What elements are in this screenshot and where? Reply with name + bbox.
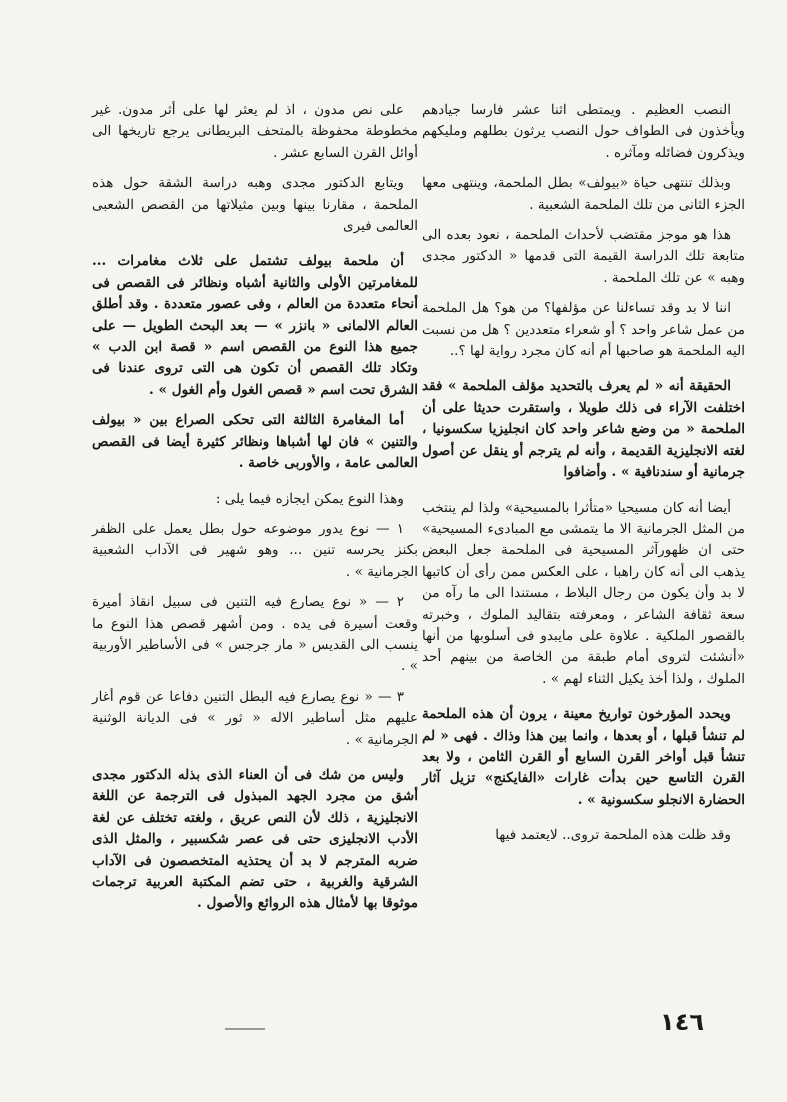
paragraph: ٢ — « نوع يصارع فيه التنين فى سبيل انقاذ أميرة وقعت أسيرة فى يده . ومن أشهر قصص هذا النوع ما ينسب الى القديس « مار جرجس » فى الأساطير الأوربية » .	[92, 594, 418, 675]
paragraph: اننا لا بد وقد تساءلنا عن مؤلفها؟ من هو؟ هل الملحمة من عمل شاعر واحد ؟ أو شعراء متعددين ؟ هل من نسبت اليه الملحمة هو صاحبها أم أنه كان مجرد رواية لها ؟..	[422, 300, 745, 360]
right-text-column	[422, 100, 745, 856]
paragraph: وهذا النوع يمكن ايجازه فيما يلى :	[215, 490, 404, 507]
left-text-column	[92, 100, 418, 924]
paragraph: ويحدد المؤرخون تواريخ معينة ، يرون أن هذه الملحمة لم تنشأ قبلها ، أو بعدها ، وانما بين هذا وذاك . فهى « لم تنشأ قبل أواخر القرن السابع أو القرن الثامن ، ولا بعد القرن التاسع حين بدأت غارات «الفايكنج» تزيل آثار الحضارة الانجلو سكسونية » .	[422, 706, 745, 808]
paragraph: على نص مدون ، اذ لم يعثر لها على أثر مدون. غير مخطوطة محفوظة بالمتحف البريطانى يرجع تاريخها الى أوائل القرن السابع عشر .	[92, 102, 418, 161]
print-mark	[225, 1028, 265, 1030]
paragraph: ويتابع الدكتور مجدى وهبه دراسة الشقة حول هذه الملحمة ، مقارنا بينها وبين مثيلاتها من القصص الشعبى العالمى فيرى	[92, 175, 418, 235]
paragraph: وقد ظلت هذه الملحمة تروى.. لايعتمد فيها	[495, 827, 731, 844]
paragraph: أيضا أنه كان مسيحيا «متأثرا بالمسيحية» ولذا لم ينتخب من المثل الجرمانية الا ما يتمشى مع المبادىء المسيحية» حتى ان ظهورآثر المسيحية فى الملحمة جعل البعض يذهب الى أنه كان راهبا ، على العكس ممن رأى أن كاتبها لا بد وأن يكون من رجال البلاط ، مستندا الى ما رآه من سعة ثقافة الشاعر ، ومعرفته بتقاليد الملوك ، وخبرته بالقصور الملكية . علاوة على مايبدو فى أسلوبها من أنها «أنشئت لتروى أمام طبقة من الخاصة من بينهم أحد الملوك ، ولذا أخذ يكيل الثناء لهم » .	[422, 499, 745, 687]
paragraph: هذا هو موجز مقتضب لأحداث الملحمة ، نعود بعده الى متابعة تلك الدراسة القيمة التى قدمها « الدكتور مجدى وهبه » عن تلك الملحمة .	[422, 227, 745, 286]
paragraph: النصب العظيم . ويمتطى اثنا عشر فارسا جيادهم ويأخذون فى الطواف حول النصب يرثون بطلهم ومليكهم ويذكرون فضائله ومآثره .	[422, 102, 745, 161]
paragraph: أن ملحمة بيولف تشتمل على ثلاث مغامرات ... للمغامرتين الأولى والثانية أشباه ونظائر فى القصص فى أنحاء متعددة من العالم ، وفى عصور متعددة . وقد أطلق العالم الالمانى « بانزر » — بعد البحث الطويل — على جميع هذا النوع من القصص اسم « قصة ابن الدب » وتكاد تلك القصص أن تكون هى التى تروى عندنا فى الشرق تحت اسم « قصص الغول وأم الغول » .	[92, 253, 418, 398]
paragraph: ٣ — « نوع يصارع فيه البطل التنين دفاعا عن قوم أغار عليهم مثل أساطير الاله « ثور » فى الديانة الوثنية الجرمانية » .	[92, 688, 418, 748]
paragraph: ١ — نوع يدور موضوعه حول بطل يعمل على الظفر بكنز يحرسه تنين ... وهو شهير فى الآداب الشعبية الجرمانية » .	[92, 520, 418, 580]
page-number: ١٤٦	[660, 1008, 704, 1036]
paragraph: وليس من شك فى أن العناء الذى بذله الدكتور مجدى أشق من مجرد الجهد المبذول فى الترجمة عن اللغة الانجليزية ، ذلك لأن النص عريق ، ولغته تختلف عن لغة الأدب الانجليزى حتى فى عصر شكسبير ، والمثل الذى ضربه المترجم لا بد أن يحتذيه المتخصصون فى الآداب الشرقية والغربية ، حتى تضم المكتبة العربية ترجمات موثوقا بها لأمثال هذه الروائع والأصول .	[92, 766, 418, 912]
paragraph: الحقيقة أنه « لم يعرف بالتحديد مؤلف الملحمة » فقد اختلفت الآراء فى ذلك طويلا ، واستقرت حديثا على أن الملحمة « من وضع شاعر واحد كان انجليزيا سكسونيا ، لغته الانجليزية القديمة ، وأنه لم يترجم أو ينقل عن أصول جرمانية أو سندنافية » . وأضافوا	[422, 378, 745, 481]
paragraph: أما المغامرة الثالثة التى تحكى الصراع بين « بيولف والتنين » فان لها أشباها ونظائر كثيرة أيضا فى القصص العالمى عامة ، والأوربى خاصة .	[92, 412, 418, 472]
paragraph: وبذلك تنتهى حياة «بيولف» بطل الملحمة، وينتهى معها الجزء الثانى من تلك الملحمة الشعبية .	[422, 175, 745, 213]
